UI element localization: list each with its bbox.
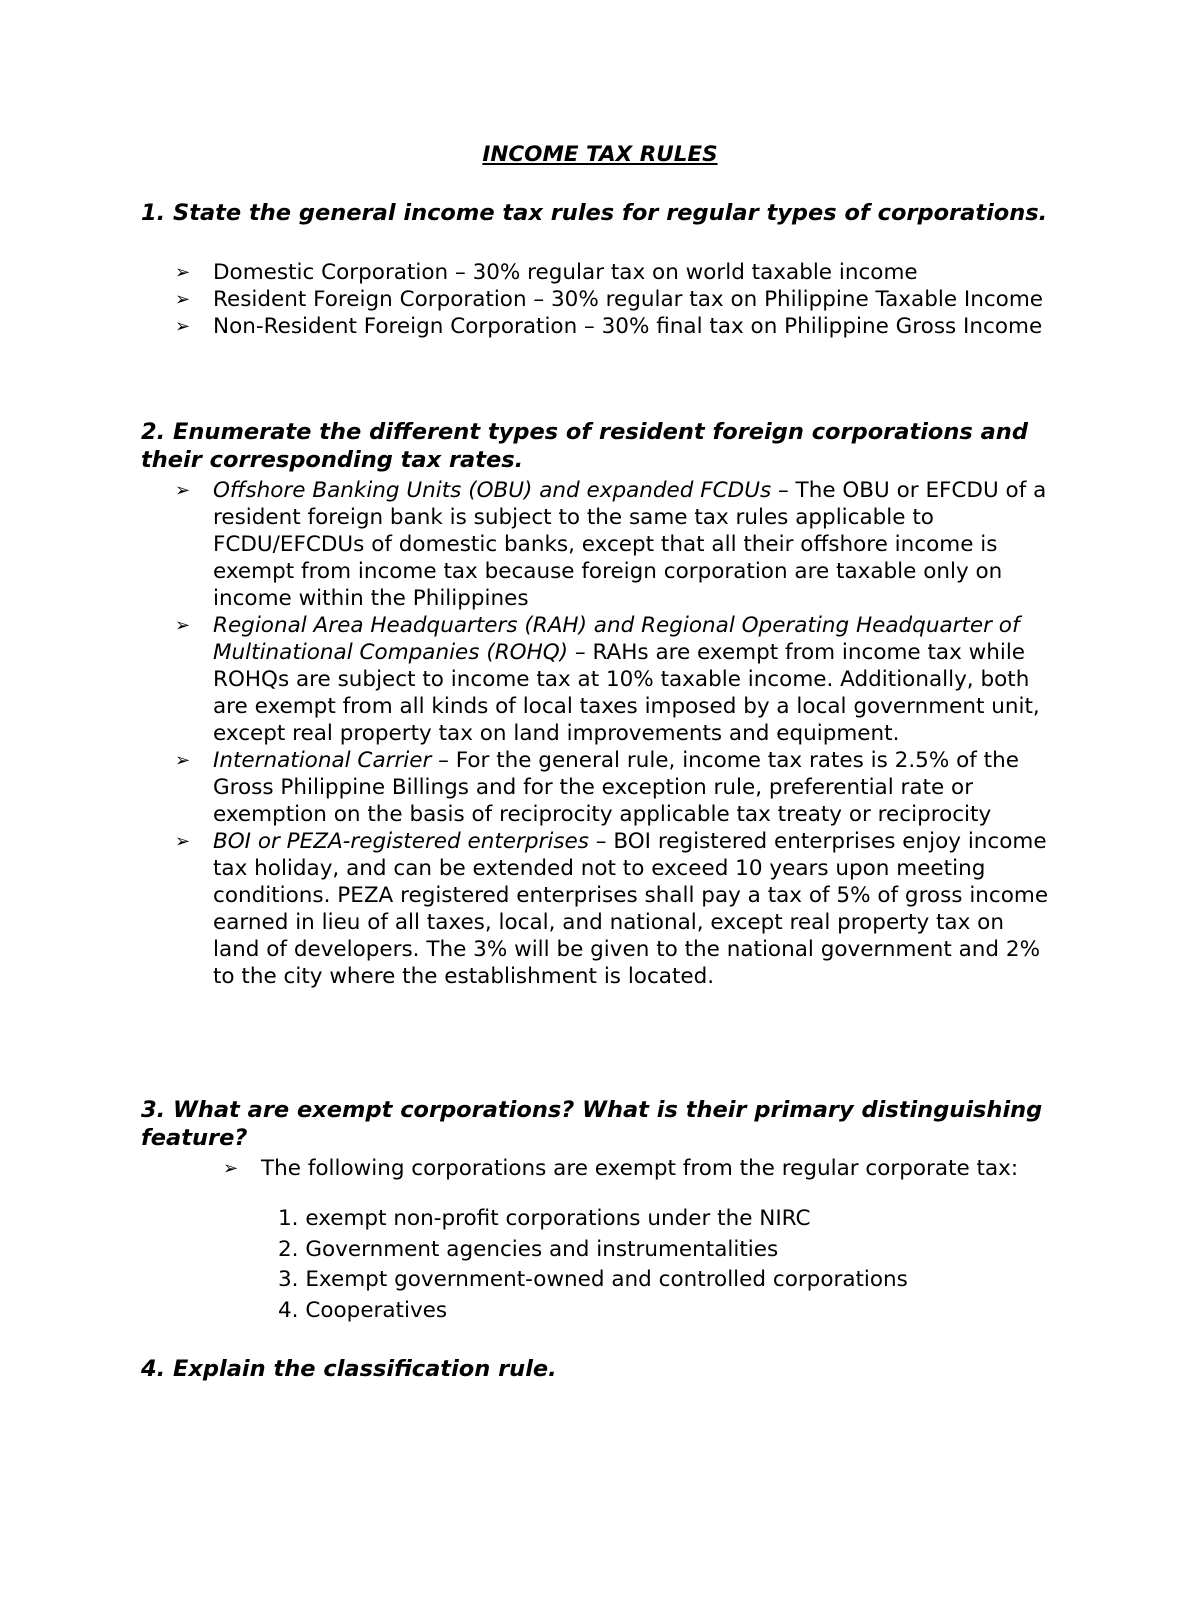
question-1: 1. State the general income tax rules for regular types of corporations. <box>141 200 1048 226</box>
arrow-bullet-icon: ➢ <box>175 480 191 501</box>
section-2-bullets <box>175 477 1055 990</box>
arrow-bullet-icon: ➢ <box>175 289 191 310</box>
list-item <box>175 747 1055 828</box>
list-item <box>175 612 1055 747</box>
bullet-text: – The OBU or EFCDU of a resident foreign bank is subject to the same tax rules applicable to FCDU/EFCDUs of domestic banks, except that all their offshore income is exempt from income tax because foreign corporation are taxable only on income within the Philippines <box>213 478 1047 611</box>
list-item <box>175 286 1045 313</box>
list-item <box>175 259 1045 286</box>
document-title: INCOME TAX RULES <box>482 142 718 167</box>
list-item: 1. exempt non-profit corporations under the NIRC <box>278 1206 811 1231</box>
section-1-bullets <box>175 259 1045 340</box>
bullet-text: – BOI registered enterprises enjoy income tax holiday, and can be extended not to exceed 10 years upon meeting conditions. PEZA registered enterprises shall pay a tax of 5% of gross income earned in lieu of all taxes, local, and national, except real property tax on land of developers. The 3% will be given to the national government and 2% to the city where the establishment is located. <box>213 829 1049 989</box>
exempt-corporations-list <box>278 1204 908 1326</box>
question-3: 3. What are exempt corporations? What is their primary distinguishing feature? <box>141 1097 1043 1151</box>
list-item <box>175 313 1045 340</box>
question-2: 2. Enumerate the different types of resident foreign corporations and their corresponding tax rates. <box>141 419 1028 473</box>
bullet-text: – RAHs are exempt from income tax while ROHQs are subject to income tax at 10% taxable income. Additionally, both are exempt from all kinds of local taxes imposed by a local government unit, except real property tax on land improvements and equipment. <box>213 640 1040 746</box>
bullet-term: International Carrier <box>213 748 432 773</box>
arrow-bullet-icon: ➢ <box>175 615 191 636</box>
arrow-bullet-icon: ➢ <box>175 750 191 771</box>
arrow-bullet-icon: ➢ <box>175 831 191 852</box>
bullet-text: Domestic Corporation – 30% regular tax on world taxable income <box>213 260 918 285</box>
section-3-bullets <box>223 1155 1063 1182</box>
list-item <box>175 828 1055 990</box>
arrow-bullet-icon: ➢ <box>175 316 191 337</box>
bullet-term: BOI or PEZA-registered enterprises <box>213 829 589 854</box>
bullet-text: The following corporations are exempt from the regular corporate tax: <box>261 1156 1019 1181</box>
bullet-term: Regional Area Headquarters (RAH) and Regional Operating Headquarter of Multinational Companies (ROHQ) <box>213 613 1020 665</box>
list-item <box>175 477 1055 612</box>
question-4: 4. Explain the classification rule. <box>141 1356 557 1382</box>
list-item: 2. Government agencies and instrumentalities <box>278 1236 779 1262</box>
bullet-text: Resident Foreign Corporation – 30% regular tax on Philippine Taxable Income <box>213 287 1043 312</box>
arrow-bullet-icon: ➢ <box>175 262 191 283</box>
bullet-text: – For the general rule, income tax rates is 2.5% of the Gross Philippine Billings and for the exception rule, preferential rate or exemption on the basis of reciprocity applicable tax treaty or reciprocity <box>213 748 1019 827</box>
bullet-term: Offshore Banking Units (OBU) and expanded FCDUs <box>213 478 772 503</box>
list-item: 4. Cooperatives <box>278 1297 448 1323</box>
bullet-text: Non-Resident Foreign Corporation – 30% final tax on Philippine Gross Income <box>213 314 1043 339</box>
list-item: 3. Exempt government-owned and controlled corporations <box>278 1267 908 1292</box>
arrow-bullet-icon: ➢ <box>223 1158 239 1179</box>
list-item <box>223 1155 1063 1182</box>
